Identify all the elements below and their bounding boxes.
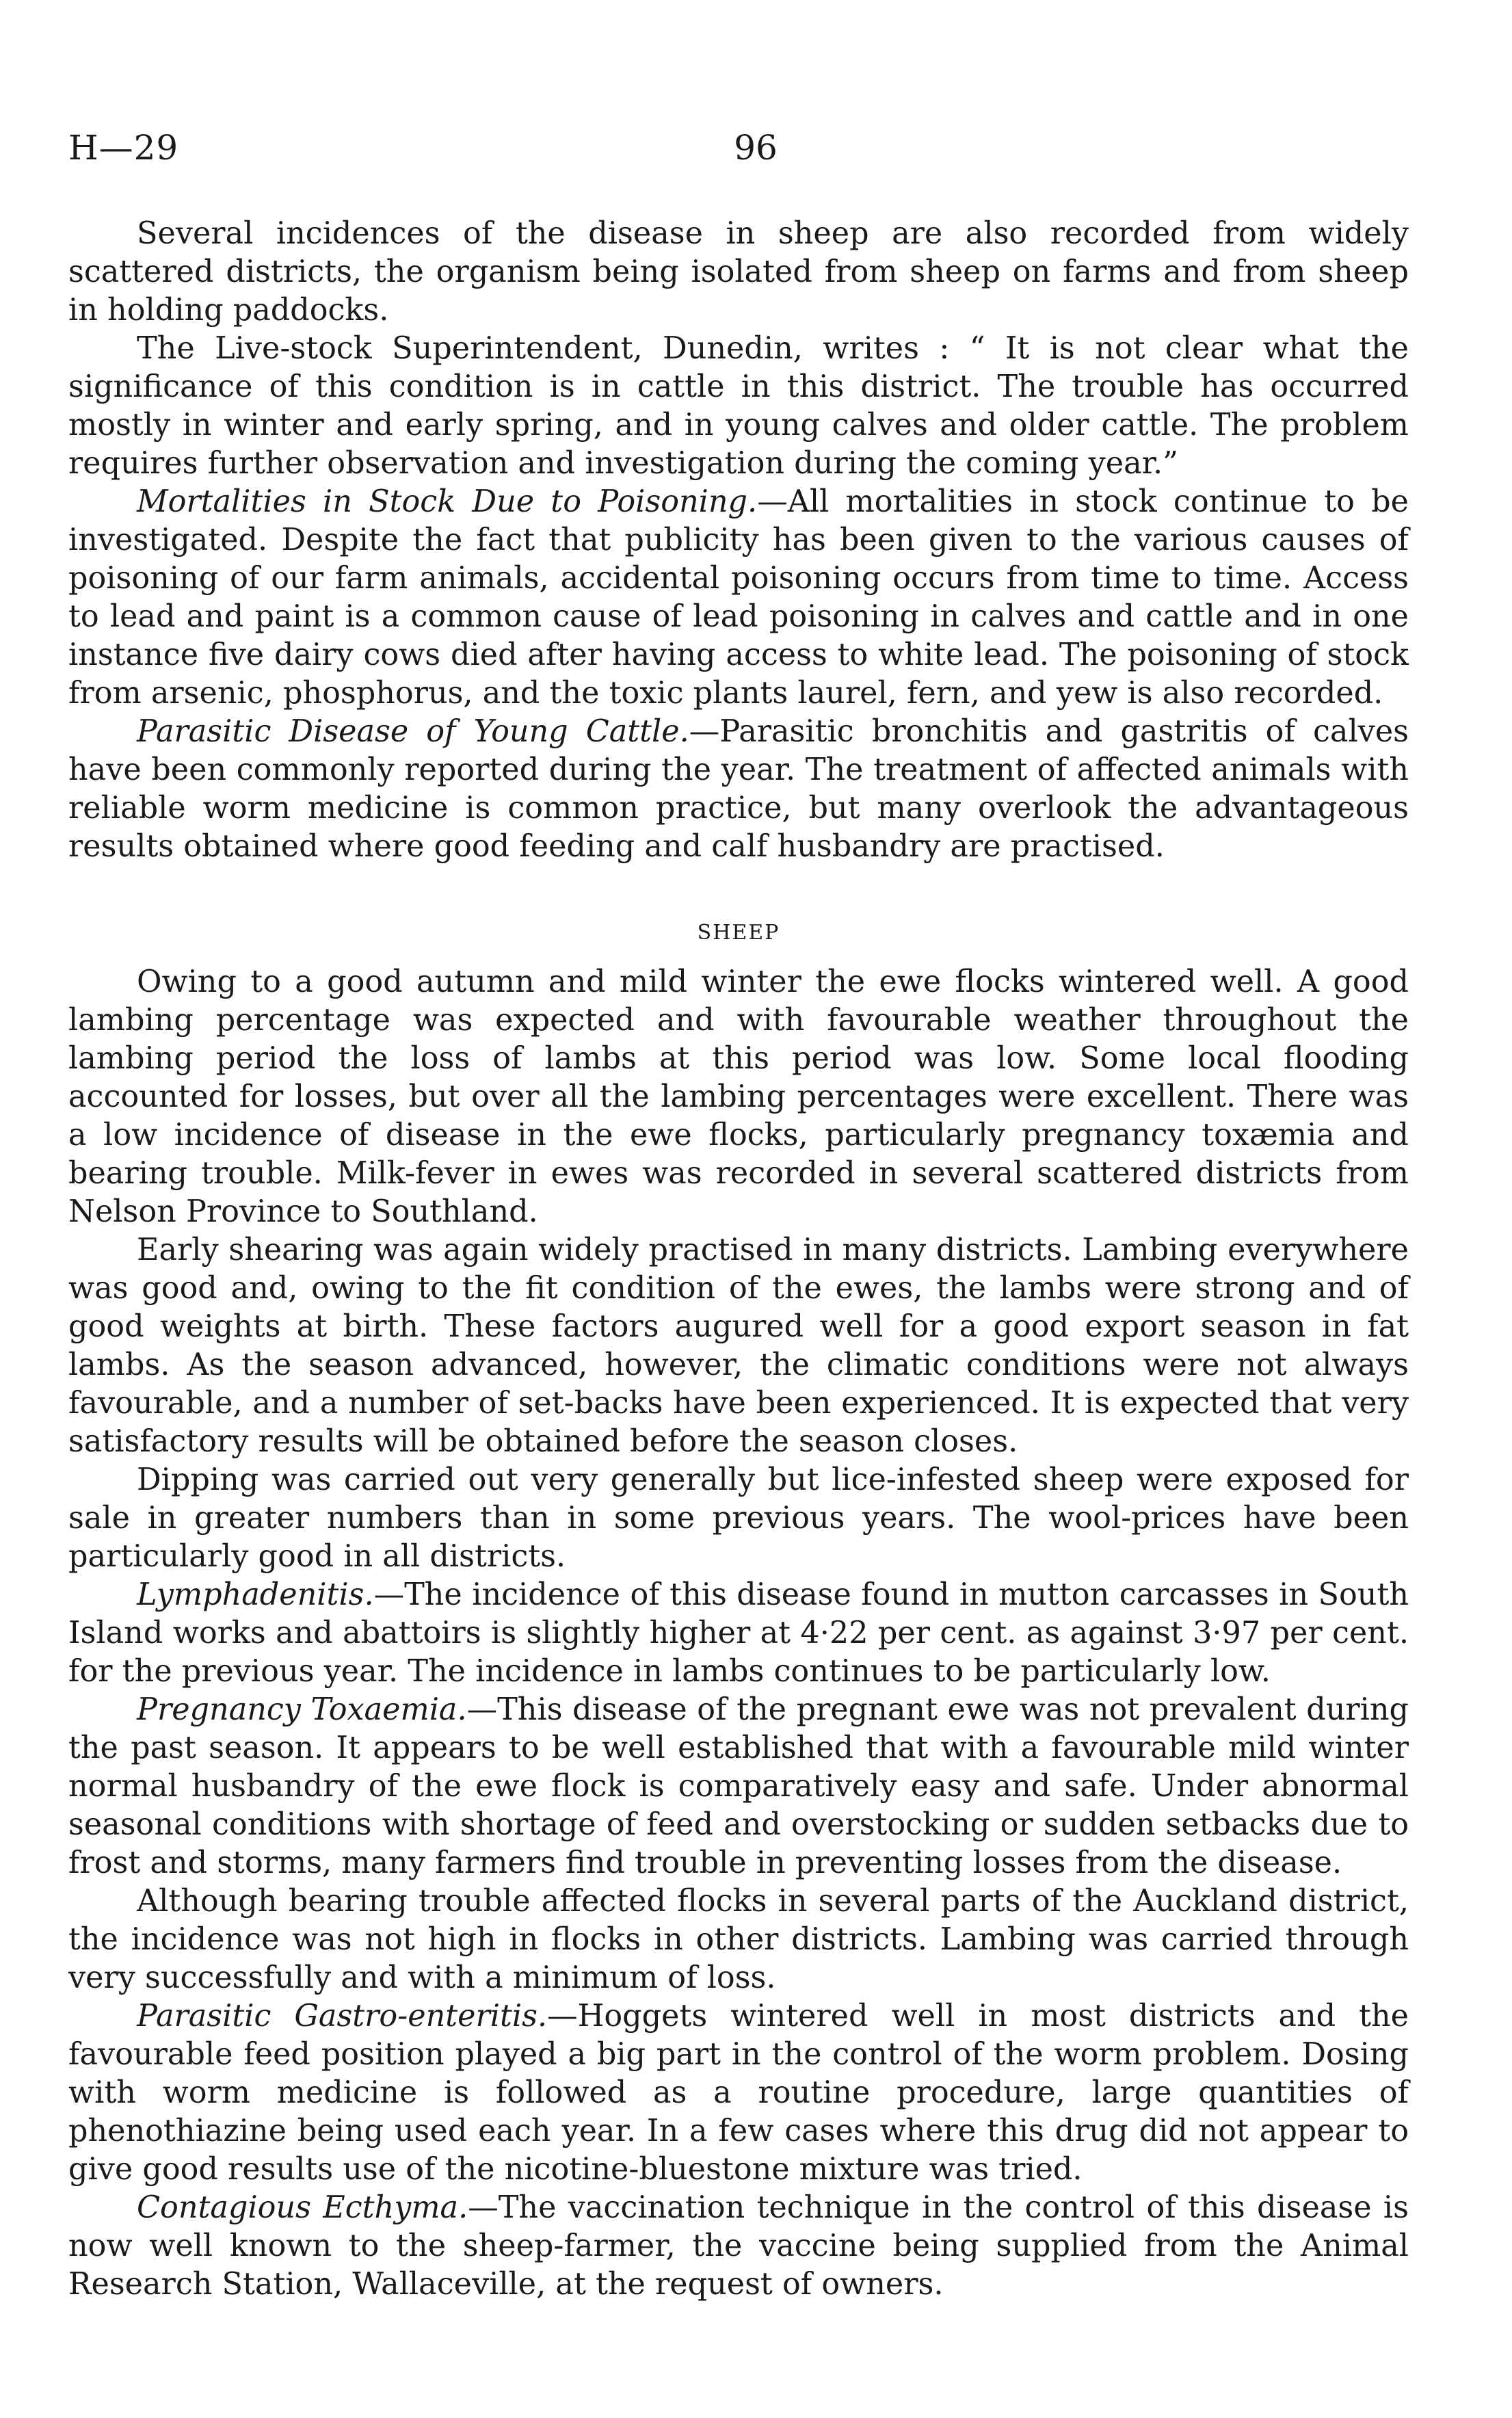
- paragraph-young-cattle: [68, 713, 1409, 866]
- paragraph-text: Owing to a good autumn and mild winter the ewe flocks wintered well. A good lambing percentage was expected and with favourable weather throughout the lambing period the loss of lambs at this period was low. Some local flooding accounted for losses, but over all the lambing percentages were excellent. There was a low incidence of disease in the ewe flocks, particularly pregnancy toxæmia and bearing trouble. Milk-fever in ewes was recorded in several scattered districts from Nelson Province to Southland.: [68, 964, 1409, 1229]
- paragraph-gastro-enteritis: [68, 1997, 1409, 2189]
- paragraph-heading: Lymphadenitis.: [137, 1577, 374, 1612]
- paragraph-heading: Mortalities in Stock Due to Poisoning.: [137, 484, 758, 519]
- paragraph-lymphadenitis: [68, 1576, 1409, 1691]
- paragraph-early-shearing: [68, 1231, 1409, 1461]
- paragraph-text: —The incidence of this disease found in mutton carcasses in South Island works and abattoirs is slightly higher at 4·22 per cent. as against 3·97 per cent. for the previous year. The incidence in lambs continues to be particularly low.: [68, 1577, 1409, 1689]
- paragraph-heading: Contagious Ecthyma.: [137, 2190, 468, 2225]
- section-heading-sheep: SHEEP: [697, 921, 780, 945]
- paragraph-heading: Parasitic Disease of Young Cattle.: [137, 714, 689, 749]
- paragraph-dipping: [68, 1461, 1409, 1576]
- paragraph-text: Several incidences of the disease in sheep are also recorded from widely scattered districts, the organism being isolated from sheep on farms and from sheep in holding paddocks.: [68, 216, 1409, 328]
- paragraph-text: —Hoggets wintered well in most districts and the favourable feed position played a big part in the control of the worm problem. Dosing with worm medicine is followed as a routine procedure, large quantities of phenothiazine being used each year. In a few cases where this drug did not appear to give good results use of the nicotine-bluestone mixture was tried.: [68, 1999, 1409, 2187]
- page-header: [68, 127, 1443, 175]
- paragraph-heading: Pregnancy Toxaemia.: [137, 1692, 467, 1727]
- paragraph-ewe-flocks: [68, 963, 1409, 1231]
- paragraph-sheep-incidences: [68, 215, 1409, 330]
- paragraph-dunedin-report: [68, 330, 1409, 483]
- paragraph-heading: Parasitic Gastro-enteritis.: [137, 1999, 548, 2034]
- paragraph-text: Early shearing was again widely practised in many districts. Lambing everywhere was good and, owing to the fit condition of the ewes, the lambs were strong and of good weights at birth. These factors augured well for a good export season in fat lambs. As the season advanced, however, the climatic conditions were not always favourable, and a number of set-backs have been experienced. It is expected that very satisfactory results will be obtained before the season closes.: [68, 1233, 1409, 1459]
- paragraph-text: Dipping was carried out very generally but lice-infested sheep were exposed for sale in greater numbers than in some previous years. The wool-prices have been particularly good in all districts.: [68, 1462, 1409, 1574]
- paragraph-text: —This disease of the pregnant ewe was not prevalent during the past season. It appears to be well established that with a favourable mild winter normal husbandry of the ewe flock is comparatively easy and safe. Under abnormal seasonal conditions with shortage of feed and overstocking or sudden setbacks due to frost and storms, many farmers find trouble in preventing losses from the disease.: [68, 1692, 1409, 1880]
- paragraph-bearing-trouble: [68, 1882, 1409, 1997]
- page-number: 96: [734, 128, 778, 168]
- paragraph-text: —Parasitic bronchitis and gastritis of calves have been commonly reported during the year. The treatment of affected animals with reliable worm medicine is common practice, but many overlook the advantageous results obtained where good feeding and calf husbandry are practised.: [68, 714, 1409, 864]
- document-reference: H—29: [68, 128, 179, 168]
- paragraph-text: Although bearing trouble affected flocks in several parts of the Auckland district, the incidence was not high in flocks in other districts. Lambing was carried through very successfully and with a minimum of loss.: [68, 1884, 1409, 1995]
- page-body: [68, 215, 1409, 2304]
- paragraph-text: —The vaccination technique in the control of this disease is now well known to the sheep-farmer, the vaccine being supplied from the Animal Research Station, Wallaceville, at the request of owners.: [68, 2190, 1409, 2302]
- paragraph-text: The Live-stock Superintendent, Dunedin, writes : “ It is not clear what the significance of this condition is in cattle in this district. The trouble has occurred mostly in winter and early spring, and in young calves and older cattle. The problem requires further observation and investigation during the coming year.”: [68, 331, 1409, 481]
- paragraph-text: —All mortalities in stock continue to be investigated. Despite the fact that publicity has been given to the various causes of poisoning of our farm animals, accidental poisoning occurs from time to time. Access to lead and paint is a common cause of lead poisoning in calves and cattle and in one instance five dairy cows died after having access to white lead. The poisoning of stock from arsenic, phosphorus, and the toxic plants laurel, fern, and yew is also recorded.: [68, 484, 1409, 711]
- paragraph-pregnancy-toxaemia: [68, 1691, 1409, 1882]
- paragraph-contagious-ecthyma: [68, 2189, 1409, 2304]
- paragraph-poisoning: [68, 483, 1409, 713]
